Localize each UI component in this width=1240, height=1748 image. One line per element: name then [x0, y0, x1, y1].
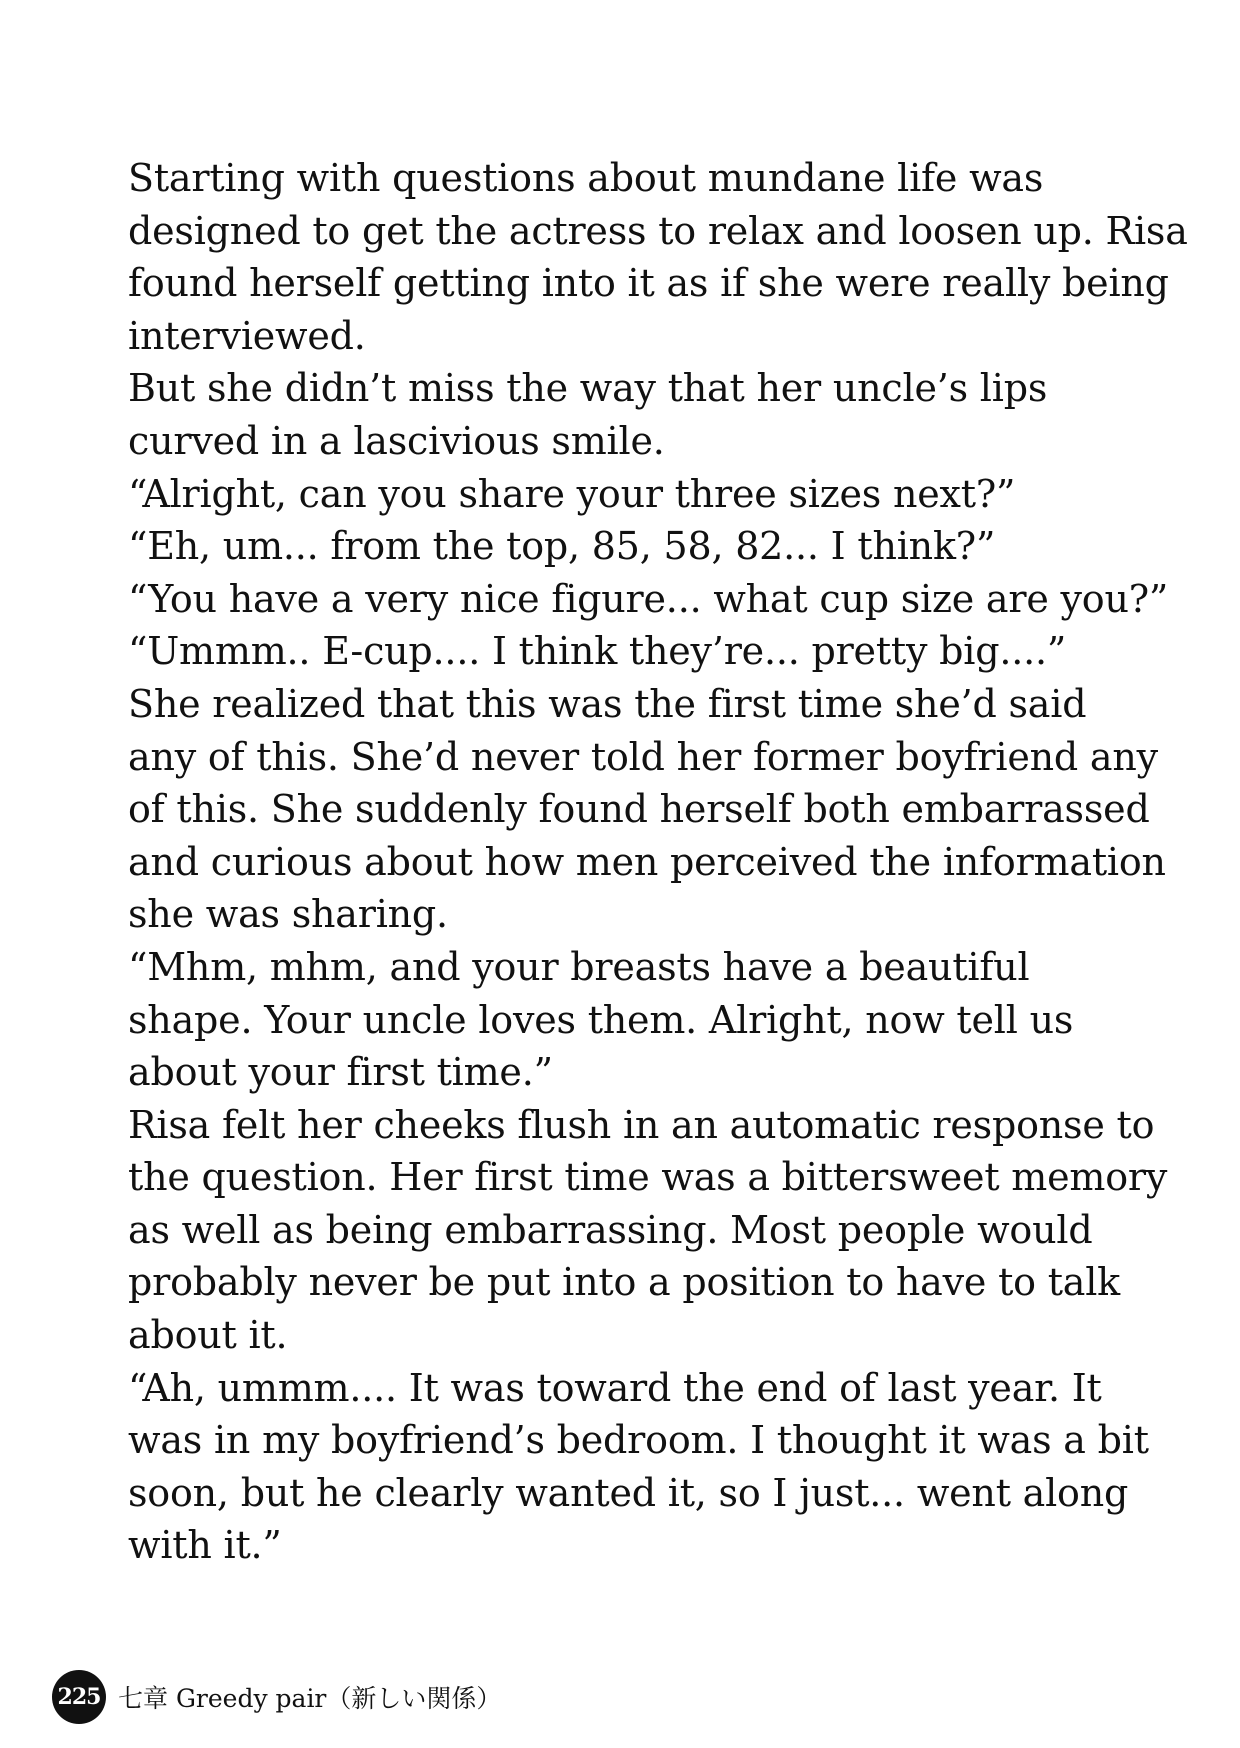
text-line: “Ummm.. E-cup.... I think they’re... pretty big....” [128, 629, 1067, 674]
text-line: of this. She suddenly found herself both embarrassed [128, 787, 1150, 832]
text-line: about it. [128, 1313, 288, 1358]
text-line: shape. Your uncle loves them. Alright, now tell us [128, 997, 1074, 1042]
paragraph [98, 625, 1178, 678]
text-line: But she didn’t miss the way that her uncle’s lips [128, 366, 1048, 411]
paragraph [98, 468, 1178, 521]
paragraph [98, 941, 1178, 1099]
text-line: Starting with questions about mundane life was [128, 156, 1044, 200]
text-line: “You have a very nice figure... what cup size are you?” [128, 576, 1169, 621]
text-line: She realized that this was the first time she’d said [128, 681, 1087, 726]
text-line: probably never be put into a position to have to talk [128, 1260, 1121, 1305]
text-line: the question. Her first time was a bittersweet memory [128, 1155, 1168, 1200]
text-line: and curious about how men perceived the information [128, 839, 1166, 884]
paragraph [98, 520, 1178, 573]
text-line: designed to get the actress to relax and loosen up. Risa [128, 208, 1188, 253]
text-line: interviewed. [128, 313, 366, 358]
text-line: with it.” [128, 1523, 282, 1568]
paragraph [98, 1099, 1178, 1362]
text-line: any of this. She’d never told her former boyfriend any [128, 734, 1158, 779]
text-line: “Mhm, mhm, and your breasts have a beautiful [128, 944, 1030, 989]
page-number-badge: 225 [52, 1670, 106, 1724]
text-line: “Eh, um... from the top, 85, 58, 82... I think?” [128, 524, 996, 569]
body-text [98, 152, 1188, 1572]
text-line: “Alright, can you share your three sizes next?” [128, 471, 1016, 516]
paragraph [98, 573, 1178, 626]
text-line: Risa felt her cheeks flush in an automatic response to [128, 1102, 1155, 1147]
paragraph [98, 152, 1188, 362]
text-line: found herself getting into it as if she were really being [128, 261, 1169, 306]
text-line: curved in a lascivious smile. [128, 418, 665, 463]
text-line: about your first time.” [128, 1050, 553, 1095]
text-line: as well as being embarrassing. Most people would [128, 1207, 1093, 1252]
paragraph [98, 678, 1178, 941]
paragraph [98, 362, 1178, 467]
paragraph [98, 1362, 1178, 1572]
text-line: “Ah, ummm.... It was toward the end of last year. It [128, 1365, 1102, 1410]
chapter-label: 七章 Greedy pair（新しい関係） [118, 1684, 502, 1713]
page-footer [52, 1670, 501, 1724]
text-line: was in my boyfriend’s bedroom. I thought it was a bit [128, 1418, 1149, 1463]
text-line: soon, but he clearly wanted it, so I just... went along [128, 1470, 1129, 1515]
text-line: she was sharing. [128, 892, 448, 937]
